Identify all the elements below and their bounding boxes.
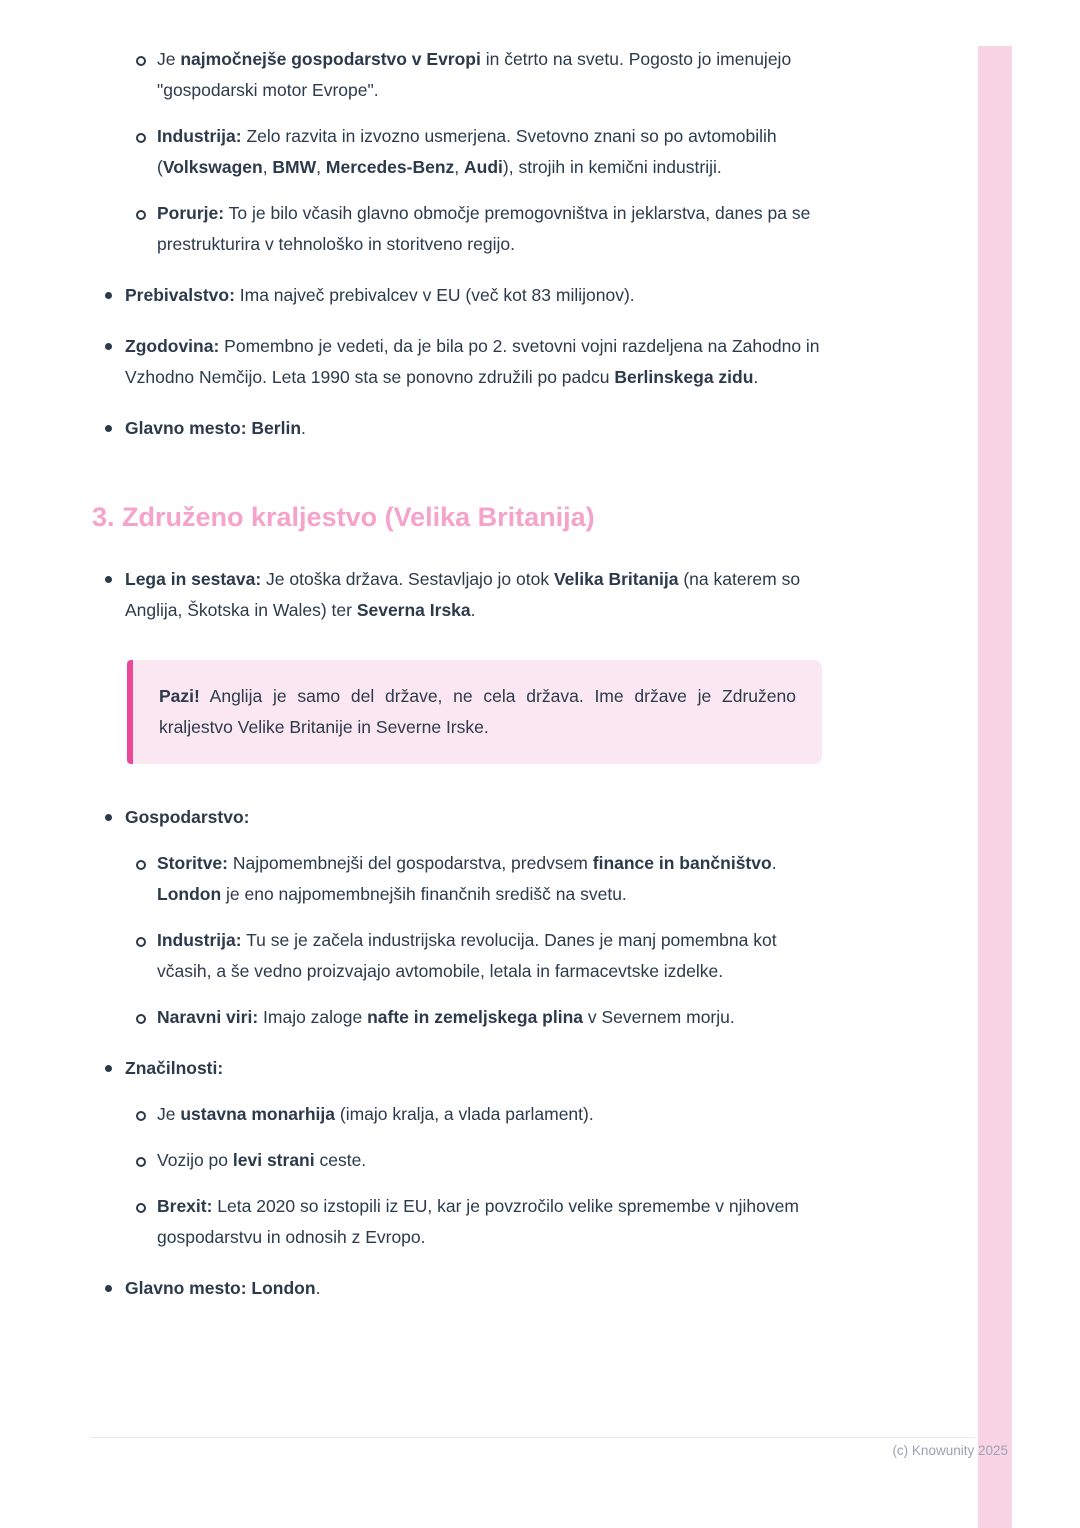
list-item — [90, 280, 824, 311]
bullet-list — [90, 802, 824, 1304]
list-item-text: Storitve: Najpomembnejši del gospodarstva, predvsem finance in bančništvo. London je eno najpomembnejših finančnih središč na svetu. — [157, 853, 777, 904]
list-item-text: Industrija: Tu se je začela industrijska revolucija. Danes je manj pomembna kot včasih, a še vedno proizvajajo avtomobile, letala in farmacevtske izdelke. — [157, 930, 777, 981]
list-item — [90, 564, 824, 626]
sub-list-item — [90, 1002, 824, 1033]
sub-list-item — [90, 848, 824, 910]
list-item-text: Značilnosti: — [125, 1058, 224, 1078]
bullet-list — [90, 44, 824, 444]
list-item-text: Zgodovina: Pomembno je vedeti, da je bila po 2. svetovni vojni razdeljena na Zahodno in Vzhodno Nemčijo. Leta 1990 sta se ponovno združili po padcu Berlinskega zidu. — [125, 336, 820, 387]
footer-divider — [90, 1437, 975, 1438]
sub-list-item — [90, 1099, 824, 1130]
side-strip — [978, 46, 1012, 1528]
sub-list-item — [90, 1191, 824, 1253]
list-item-text: Porurje: To je bilo včasih glavno območje premogovništva in jeklarstva, danes pa se prestrukturira v tehnološko in storitveno regijo. — [157, 203, 811, 254]
bullet-icon — [105, 292, 112, 299]
circle-bullet-icon — [136, 1014, 146, 1024]
sub-list-item — [90, 121, 824, 183]
bullet-icon — [105, 425, 112, 432]
list-item-text: Vozijo po levi strani ceste. — [157, 1150, 367, 1170]
sub-list-item — [90, 198, 824, 260]
list-item-text: Glavno mesto: Berlin. — [125, 418, 306, 438]
circle-bullet-icon — [136, 1203, 146, 1213]
list-item — [90, 413, 824, 444]
bullet-icon — [105, 1065, 112, 1072]
circle-bullet-icon — [136, 1111, 146, 1121]
footer-credit: (c) Knowunity 2025 — [892, 1443, 1008, 1458]
list-item-text: Gospodarstvo: — [125, 807, 250, 827]
circle-bullet-icon — [136, 210, 146, 220]
list-item-text: Glavno mesto: London. — [125, 1278, 321, 1298]
list-item — [90, 1053, 824, 1084]
sub-list-item — [90, 925, 824, 987]
bullet-icon — [105, 814, 112, 821]
bullet-icon — [105, 1285, 112, 1292]
callout-text: Pazi! Anglija je samo del države, ne cela država. Ime države je Združeno kraljestvo Velike Britanije in Severne Irske. — [159, 686, 796, 737]
sub-list-item — [90, 44, 824, 106]
list-item-text: Industrija: Zelo razvita in izvozno usmerjena. Svetovno znani so po avtomobilih (Volkswagen, BMW, Mercedes-Benz, Audi), strojih in kemični industriji. — [157, 126, 777, 177]
list-item-text: Brexit: Leta 2020 so izstopili iz EU, kar je povzročilo velike spremembe v njihovem gospodarstvu in odnosih z Evropo. — [157, 1196, 799, 1247]
circle-bullet-icon — [136, 937, 146, 947]
list-item-text: Lega in sestava: Je otoška država. Sestavljajo jo otok Velika Britanija (na katerem so Anglija, Škotska in Wales) ter Severna Irska. — [125, 569, 801, 620]
list-item — [90, 1273, 824, 1304]
list-item-text: Naravni viri: Imajo zaloge nafte in zemeljskega plina v Severnem morju. — [157, 1007, 735, 1027]
document-content — [90, 44, 824, 1304]
callout-note — [127, 660, 822, 764]
circle-bullet-icon — [136, 56, 146, 66]
section-heading: 3. Združeno kraljestvo (Velika Britanija) — [92, 502, 595, 532]
bullet-icon — [105, 343, 112, 350]
list-item-text: Prebivalstvo: Ima največ prebivalcev v EU (več kot 83 milijonov). — [125, 285, 635, 305]
list-item-text: Je najmočnejše gospodarstvo v Evropi in četrto na svetu. Pogosto jo imenujejo "gospodarski motor Evrope". — [157, 49, 792, 100]
circle-bullet-icon — [136, 1157, 146, 1167]
bullet-icon — [105, 576, 112, 583]
list-item-text: Je ustavna monarhija (imajo kralja, a vlada parlament). — [157, 1104, 594, 1124]
sub-list-item — [90, 1145, 824, 1176]
list-item — [90, 802, 824, 833]
circle-bullet-icon — [136, 860, 146, 870]
list-item — [90, 331, 824, 393]
circle-bullet-icon — [136, 133, 146, 143]
bullet-list — [90, 564, 824, 626]
